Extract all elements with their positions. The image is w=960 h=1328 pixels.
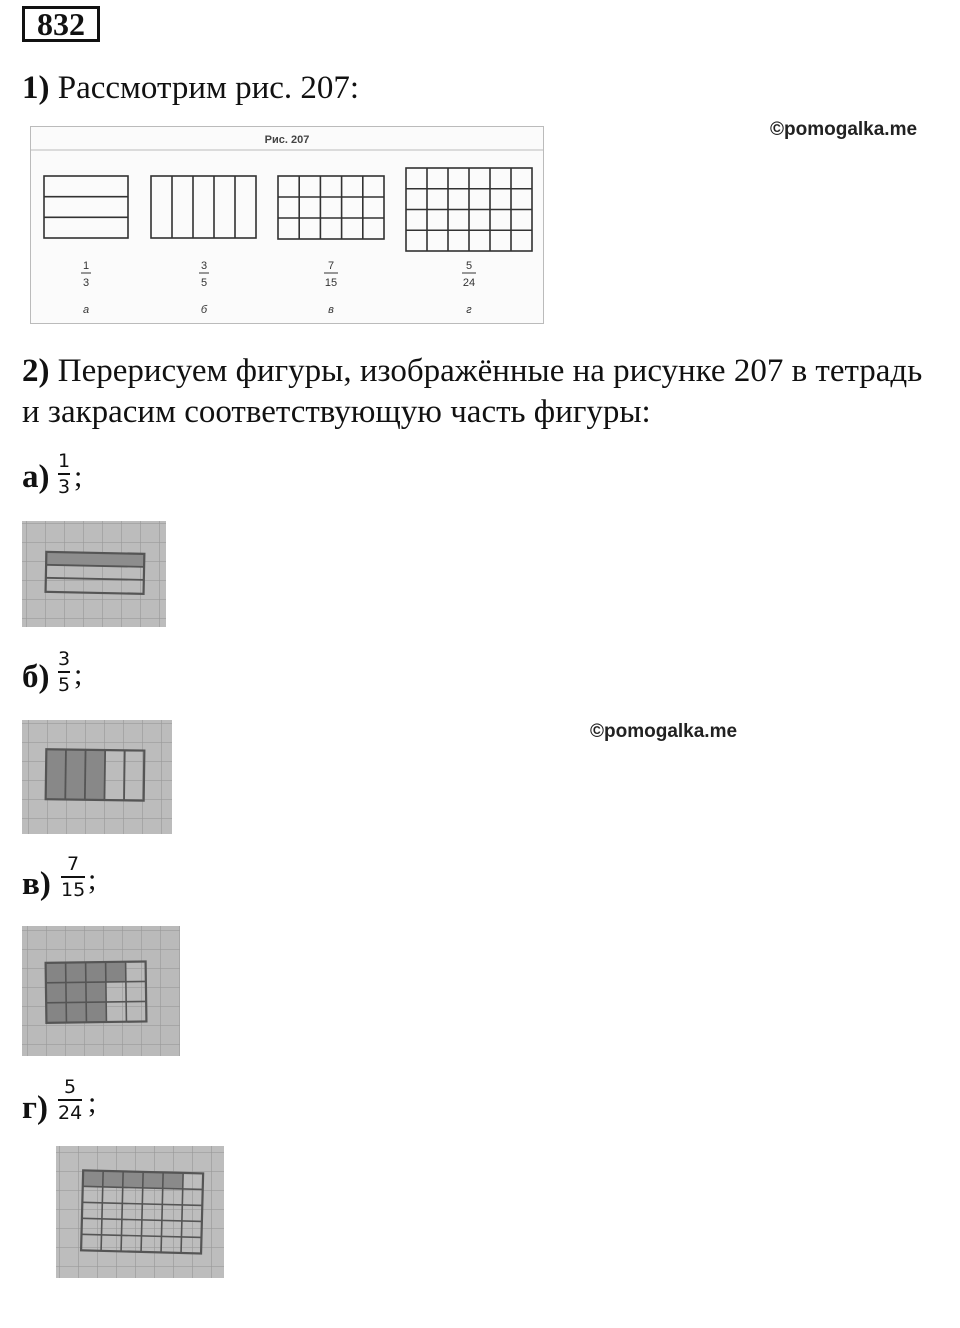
answer-v-semicolon: ; (88, 863, 97, 896)
fig-frac-g-den: 24 (462, 277, 476, 289)
fig-frac-b-den: 5 (200, 277, 208, 289)
fig-letter-g: г (466, 304, 472, 316)
answer-g-drawing (56, 1146, 224, 1278)
figure-207 (30, 126, 544, 324)
fig-letter-v: в (328, 304, 334, 316)
watermark-top: ©pomogalka.me (770, 119, 918, 140)
answer-g-bar (58, 1099, 82, 1101)
fig-frac-a-den: 3 (82, 277, 90, 289)
fig-frac-v-num: 7 (327, 260, 335, 272)
answer-a-photo (22, 521, 166, 627)
answer-b-bar (58, 671, 70, 673)
answer-a-bar (58, 473, 70, 475)
answer-b-shaded (46, 749, 106, 800)
problem-number: 832 (22, 6, 100, 42)
answer-a-semicolon: ; (74, 460, 83, 493)
answer-v-bar (61, 876, 85, 878)
answer-g-label: г) (22, 1090, 48, 1126)
step1-number: 1) (22, 70, 50, 106)
answer-a-denominator: 3 (58, 476, 71, 498)
answer-v-photo (22, 926, 180, 1056)
answer-v-fraction (61, 853, 85, 901)
fig-frac-g-num: 5 (465, 260, 473, 272)
answer-g-photo (56, 1146, 224, 1278)
figure-title: Рис. 207 (264, 134, 310, 146)
answer-a-numerator: 1 (58, 450, 71, 472)
step2-number: 2) (22, 353, 50, 389)
step2-line2: и закрасим соответствующую часть фигуры: (22, 394, 651, 430)
answer-v-denominator: 15 (61, 879, 86, 901)
answer-g-denominator: 24 (58, 1102, 83, 1124)
answer-a-fraction (58, 450, 70, 498)
step2-line1 (22, 351, 922, 391)
answer-b-numerator: 3 (58, 648, 71, 670)
fig-frac-b-num: 3 (200, 260, 208, 272)
step1-line (22, 68, 359, 108)
answer-v-shaded (46, 962, 107, 1023)
answer-v-drawing (22, 926, 180, 1056)
answer-v-label: в) (22, 866, 51, 902)
fig-frac-a-num: 1 (82, 260, 90, 272)
fig-letter-a: а (82, 304, 90, 316)
step1-text: Рассмотрим рис. 207: (57, 70, 360, 106)
answer-a-drawing (22, 521, 166, 627)
answer-v-numerator: 7 (67, 853, 80, 875)
figure-frame (31, 127, 544, 324)
answer-b-semicolon: ; (74, 658, 83, 691)
answer-a-label: а) (22, 459, 50, 495)
answer-b-label: б) (22, 659, 50, 695)
answer-g-semicolon: ; (88, 1086, 97, 1119)
answer-b-denominator: 5 (58, 674, 71, 696)
answer-b-fraction (58, 648, 70, 696)
step2-text-1: Перерисуем фигуры, изображённые на рисунке 207 в тетрадь (57, 353, 923, 389)
answer-g-numerator: 5 (64, 1076, 77, 1098)
answer-b-drawing (22, 720, 172, 834)
answer-b-photo (22, 720, 172, 834)
answer-g-fraction (58, 1076, 82, 1124)
watermark-middle: ©pomogalka.me (590, 721, 738, 742)
fig-letter-b: б (200, 304, 208, 316)
fig-frac-v-den: 15 (324, 277, 338, 289)
